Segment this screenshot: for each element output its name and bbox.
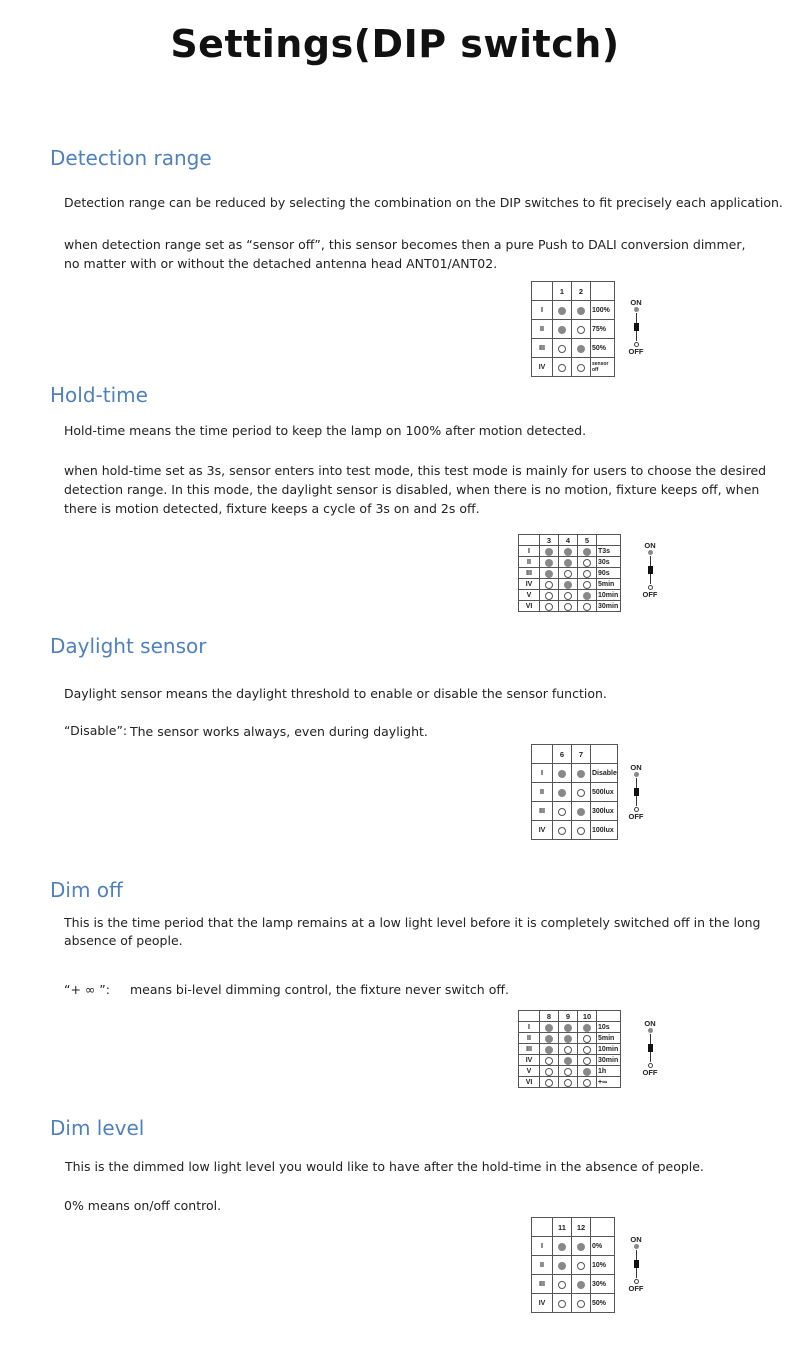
dim-off-infinity-label: “+ ∞ ”:	[64, 982, 110, 997]
detection-range-text-1: Detection range can be reduced by selecting the combination on the DIP switches to fit precisely each application.	[64, 195, 783, 210]
dip-header-row	[519, 535, 621, 546]
on-off-toggle-icon	[637, 1019, 663, 1077]
dip-row-id: II	[532, 320, 553, 339]
dip-state-cell	[572, 783, 591, 802]
dip-on-dot-icon	[558, 770, 566, 778]
dip-row	[532, 783, 618, 802]
dip-row	[519, 1044, 621, 1055]
dip-state-cell	[553, 1256, 572, 1275]
toggle-on-label: ON	[630, 1235, 642, 1244]
on-off-toggle-icon	[623, 763, 649, 821]
on-off-toggle-icon	[623, 1235, 649, 1293]
dip-state-cell	[578, 1033, 597, 1044]
dip-value: 100lux	[591, 821, 618, 840]
dip-state-cell	[572, 821, 591, 840]
dip-value: 50%	[591, 339, 615, 358]
dip-state-cell	[553, 1237, 572, 1256]
dip-state-cell	[540, 601, 559, 612]
dip-state-cell	[572, 358, 591, 377]
dip-row-id: I	[519, 546, 540, 557]
dip-row	[532, 802, 618, 821]
toggle-off-label: OFF	[642, 590, 658, 599]
dip-off-dot-icon	[583, 570, 591, 578]
dip-state-cell	[559, 568, 578, 579]
dip-on-dot-icon	[545, 1046, 553, 1054]
dip-off-dot-icon	[583, 1046, 591, 1054]
dip-off-dot-icon	[564, 592, 572, 600]
dip-switch-number: 12	[572, 1218, 591, 1237]
dip-on-dot-icon	[545, 1024, 553, 1032]
dip-off-dot-icon	[577, 1300, 585, 1308]
dip-state-cell	[553, 764, 572, 783]
dip-on-dot-icon	[577, 1281, 585, 1289]
dip-corner-cell	[532, 745, 553, 764]
dip-state-cell	[578, 1055, 597, 1066]
hold-time-heading: Hold-time	[50, 383, 148, 407]
dip-value-header	[597, 1011, 621, 1022]
page-title: Settings(DIP switch)	[170, 22, 620, 66]
dip-state-cell	[540, 557, 559, 568]
dip-off-dot-icon	[558, 345, 566, 353]
dip-row	[519, 601, 621, 612]
dip-value-header	[591, 745, 618, 764]
dip-on-dot-icon	[545, 1035, 553, 1043]
dip-value: 1h	[597, 1066, 621, 1077]
dip-row-id: I	[532, 1237, 553, 1256]
dip-state-cell	[572, 1256, 591, 1275]
dip-value: 5min	[597, 1033, 621, 1044]
dip-state-cell	[540, 568, 559, 579]
dip-off-dot-icon	[577, 326, 585, 334]
hold-time-text-2c: there is motion detected, fixture keeps a cycle of 3s on and 2s off.	[64, 501, 480, 516]
dip-switch-number: 4	[559, 535, 578, 546]
dip-off-dot-icon	[545, 1068, 553, 1076]
dip-row	[532, 764, 618, 783]
dip-state-cell	[572, 1275, 591, 1294]
dip-row-id: III	[519, 568, 540, 579]
on-off-toggle-icon	[637, 541, 663, 599]
toggle-on-label: ON	[644, 541, 656, 550]
dip-off-dot-icon	[583, 603, 591, 611]
dip-value: 50%	[591, 1294, 615, 1313]
dip-state-cell	[553, 339, 572, 358]
dip-switch-number: 9	[559, 1011, 578, 1022]
dip-value: sensor off	[591, 358, 615, 377]
dip-switch-number: 5	[578, 535, 597, 546]
dip-on-dot-icon	[564, 548, 572, 556]
dip-off-dot-icon	[564, 1068, 572, 1076]
dip-on-dot-icon	[577, 770, 585, 778]
dip-state-cell	[559, 1066, 578, 1077]
daylight-disable-label: “Disable”:	[64, 723, 128, 738]
toggle-on-label: ON	[630, 298, 642, 307]
dim-off-text-1a: This is the time period that the lamp remains at a low light level before it is completely switched off in the long	[64, 915, 761, 930]
dip-value: 75%	[591, 320, 615, 339]
dip-state-cell	[540, 579, 559, 590]
dip-row	[519, 557, 621, 568]
dip-state-cell	[578, 557, 597, 568]
dip-header-row	[532, 745, 618, 764]
dip-state-cell	[540, 546, 559, 557]
daylight-sensor-heading: Daylight sensor	[50, 634, 207, 658]
dip-state-cell	[572, 764, 591, 783]
dip-row	[532, 1294, 615, 1313]
dip-row-id: III	[532, 1275, 553, 1294]
dip-off-dot-icon	[583, 1057, 591, 1065]
dip-row-id: III	[532, 802, 553, 821]
dip-row	[519, 568, 621, 579]
dip-row	[519, 1066, 621, 1077]
dip-row	[519, 590, 621, 601]
dip-value: +∞	[597, 1077, 621, 1088]
dip-corner-cell	[532, 1218, 553, 1237]
dip-off-dot-icon	[558, 364, 566, 372]
hold-time-text-1: Hold-time means the time period to keep the lamp on 100% after motion detected.	[64, 423, 587, 438]
dip-off-dot-icon	[577, 1262, 585, 1270]
dip-value: 10%	[591, 1256, 615, 1275]
dip-row-id: I	[532, 764, 553, 783]
dip-on-dot-icon	[583, 548, 591, 556]
dip-state-cell	[540, 1022, 559, 1033]
dip-on-dot-icon	[545, 559, 553, 567]
dip-off-dot-icon	[577, 364, 585, 372]
dip-state-cell	[578, 579, 597, 590]
dip-state-cell	[578, 1077, 597, 1088]
dip-state-cell	[578, 546, 597, 557]
dip-value: 0%	[591, 1237, 615, 1256]
dip-state-cell	[578, 1044, 597, 1055]
dip-state-cell	[553, 301, 572, 320]
dip-state-cell	[578, 601, 597, 612]
dip-row	[532, 1256, 615, 1275]
dim-off-dip-table	[518, 1010, 621, 1088]
toggle-off-label: OFF	[642, 1068, 658, 1077]
dip-state-cell	[559, 1077, 578, 1088]
dim-level-text-2: 0% means on/off control.	[64, 1198, 222, 1213]
dip-row	[532, 1275, 615, 1294]
dip-switch-number: 6	[553, 745, 572, 764]
dip-off-dot-icon	[577, 789, 585, 797]
dip-corner-cell	[532, 282, 553, 301]
dip-state-cell	[559, 546, 578, 557]
dip-row	[519, 1077, 621, 1088]
dip-value: 90s	[597, 568, 621, 579]
dim-off-infinity-text: means bi-level dimming control, the fixture never switch off.	[130, 982, 509, 997]
dip-state-cell	[540, 1077, 559, 1088]
dip-row	[519, 1033, 621, 1044]
dip-state-cell	[578, 568, 597, 579]
dip-row-id: II	[532, 783, 553, 802]
dip-row-id: IV	[519, 579, 540, 590]
dip-off-dot-icon	[558, 808, 566, 816]
dip-on-dot-icon	[545, 570, 553, 578]
dip-on-dot-icon	[558, 1243, 566, 1251]
dip-row	[532, 320, 615, 339]
dip-switch-number: 8	[540, 1011, 559, 1022]
dip-off-dot-icon	[545, 603, 553, 611]
dip-value: Disable	[591, 764, 618, 783]
dip-on-dot-icon	[558, 1262, 566, 1270]
dip-on-dot-icon	[564, 1024, 572, 1032]
dim-off-heading: Dim off	[50, 878, 123, 902]
detection-range-dip-table	[531, 281, 615, 377]
dip-state-cell	[559, 557, 578, 568]
dip-switch-number: 2	[572, 282, 591, 301]
dip-value: 500lux	[591, 783, 618, 802]
dip-state-cell	[553, 821, 572, 840]
dip-off-dot-icon	[558, 1281, 566, 1289]
dip-state-cell	[553, 802, 572, 821]
dip-state-cell	[553, 783, 572, 802]
dim-level-text-1: This is the dimmed low light level you would like to have after the hold-time in the absence of people.	[65, 1159, 704, 1174]
dip-value: 300lux	[591, 802, 618, 821]
dip-state-cell	[572, 802, 591, 821]
dip-off-dot-icon	[583, 581, 591, 589]
dip-state-cell	[553, 320, 572, 339]
dip-value: 30min	[597, 1055, 621, 1066]
dip-value: 30min	[597, 601, 621, 612]
dip-state-cell	[540, 1055, 559, 1066]
dip-row-id: III	[519, 1044, 540, 1055]
dip-on-dot-icon	[577, 808, 585, 816]
dip-state-cell	[553, 1294, 572, 1313]
dip-state-cell	[572, 301, 591, 320]
detection-range-heading: Detection range	[50, 146, 212, 170]
toggle-off-label: OFF	[628, 347, 644, 356]
dim-level-dip-table	[531, 1217, 615, 1313]
dip-off-dot-icon	[545, 592, 553, 600]
dip-value: 10s	[597, 1022, 621, 1033]
toggle-off-label: OFF	[628, 812, 644, 821]
dip-state-cell	[578, 590, 597, 601]
dip-row-id: II	[519, 557, 540, 568]
dip-state-cell	[559, 1055, 578, 1066]
dip-value: T3s	[597, 546, 621, 557]
dip-off-dot-icon	[564, 603, 572, 611]
toggle-off-label: OFF	[628, 1284, 644, 1293]
dip-off-dot-icon	[545, 1057, 553, 1065]
dip-header-row	[532, 1218, 615, 1237]
dip-row-id: IV	[532, 358, 553, 377]
dip-value-header	[597, 535, 621, 546]
dip-on-dot-icon	[577, 307, 585, 315]
dip-row-id: III	[532, 339, 553, 358]
dip-off-dot-icon	[558, 827, 566, 835]
dip-switch-number: 1	[553, 282, 572, 301]
dip-on-dot-icon	[583, 1024, 591, 1032]
dip-value: 10min	[597, 590, 621, 601]
dip-row	[532, 1237, 615, 1256]
dip-off-dot-icon	[558, 1300, 566, 1308]
dip-state-cell	[540, 1044, 559, 1055]
dip-switch-number: 7	[572, 745, 591, 764]
dip-row-id: II	[519, 1033, 540, 1044]
dip-on-dot-icon	[583, 1068, 591, 1076]
dip-switch-number: 10	[578, 1011, 597, 1022]
dip-row-id: IV	[532, 1294, 553, 1313]
dip-state-cell	[572, 1294, 591, 1313]
dip-row	[532, 301, 615, 320]
dip-row	[532, 339, 615, 358]
detection-range-text-2a: when detection range set as “sensor off”, this sensor becomes then a pure Push to DALI conversion dimmer,	[64, 237, 746, 252]
dip-value: 5min	[597, 579, 621, 590]
dip-on-dot-icon	[558, 789, 566, 797]
dip-off-dot-icon	[545, 1079, 553, 1087]
dip-row-id: V	[519, 590, 540, 601]
daylight-sensor-text-1: Daylight sensor means the daylight threshold to enable or disable the sensor function.	[64, 686, 607, 701]
dip-state-cell	[559, 1044, 578, 1055]
dip-state-cell	[540, 590, 559, 601]
daylight-sensor-dip-table	[531, 744, 618, 840]
dip-row-id: IV	[532, 821, 553, 840]
dip-state-cell	[559, 601, 578, 612]
dip-state-cell	[578, 1022, 597, 1033]
dip-state-cell	[572, 339, 591, 358]
dip-row-id: VI	[519, 601, 540, 612]
dip-state-cell	[559, 1022, 578, 1033]
toggle-on-label: ON	[630, 763, 642, 772]
dip-row-id: V	[519, 1066, 540, 1077]
dip-state-cell	[559, 1033, 578, 1044]
dip-on-dot-icon	[564, 559, 572, 567]
dip-on-dot-icon	[564, 581, 572, 589]
dip-row	[519, 579, 621, 590]
dip-on-dot-icon	[545, 548, 553, 556]
dip-row	[519, 1022, 621, 1033]
dim-level-heading: Dim level	[50, 1116, 145, 1140]
dip-row-id: IV	[519, 1055, 540, 1066]
dip-state-cell	[578, 1066, 597, 1077]
dip-corner-cell	[519, 535, 540, 546]
dip-row	[532, 358, 615, 377]
dip-off-dot-icon	[545, 581, 553, 589]
dip-on-dot-icon	[558, 307, 566, 315]
dip-state-cell	[540, 1066, 559, 1077]
dip-value: 30%	[591, 1275, 615, 1294]
dip-off-dot-icon	[583, 1035, 591, 1043]
dip-off-dot-icon	[577, 827, 585, 835]
dip-state-cell	[572, 320, 591, 339]
dip-state-cell	[553, 358, 572, 377]
daylight-disable-text: The sensor works always, even during daylight.	[130, 724, 428, 739]
dip-off-dot-icon	[564, 1079, 572, 1087]
dip-value: 30s	[597, 557, 621, 568]
dip-row	[519, 546, 621, 557]
dip-row-id: II	[532, 1256, 553, 1275]
dip-header-row	[519, 1011, 621, 1022]
dip-state-cell	[553, 1275, 572, 1294]
detection-range-text-2b: no matter with or without the detached antenna head ANT01/ANT02.	[64, 256, 498, 271]
dip-value-header	[591, 282, 615, 301]
dip-value: 100%	[591, 301, 615, 320]
dip-on-dot-icon	[583, 592, 591, 600]
dip-row-id: VI	[519, 1077, 540, 1088]
dip-row	[519, 1055, 621, 1066]
hold-time-text-2a: when hold-time set as 3s, sensor enters into test mode, this test mode is mainly for users to choose the desired	[64, 463, 767, 478]
dip-state-cell	[540, 1033, 559, 1044]
dim-off-text-1b: absence of people.	[64, 933, 183, 948]
toggle-on-label: ON	[644, 1019, 656, 1028]
dip-corner-cell	[519, 1011, 540, 1022]
dip-on-dot-icon	[577, 345, 585, 353]
hold-time-text-2b: detection range. In this mode, the daylight sensor is disabled, when there is no motion, fixture keeps off, when	[64, 482, 760, 497]
dip-row	[532, 821, 618, 840]
dip-off-dot-icon	[583, 559, 591, 567]
dip-state-cell	[572, 1237, 591, 1256]
dip-state-cell	[559, 579, 578, 590]
dip-row-id: I	[532, 301, 553, 320]
dip-off-dot-icon	[564, 570, 572, 578]
dip-on-dot-icon	[564, 1057, 572, 1065]
hold-time-dip-table	[518, 534, 621, 612]
dip-switch-number: 11	[553, 1218, 572, 1237]
dip-value: 10min	[597, 1044, 621, 1055]
dip-off-dot-icon	[564, 1046, 572, 1054]
dip-value-header	[591, 1218, 615, 1237]
dip-off-dot-icon	[583, 1079, 591, 1087]
dip-state-cell	[559, 590, 578, 601]
dip-header-row	[532, 282, 615, 301]
dip-on-dot-icon	[558, 326, 566, 334]
dip-on-dot-icon	[564, 1035, 572, 1043]
dip-switch-number: 3	[540, 535, 559, 546]
dip-on-dot-icon	[577, 1243, 585, 1251]
on-off-toggle-icon	[623, 298, 649, 356]
dip-row-id: I	[519, 1022, 540, 1033]
